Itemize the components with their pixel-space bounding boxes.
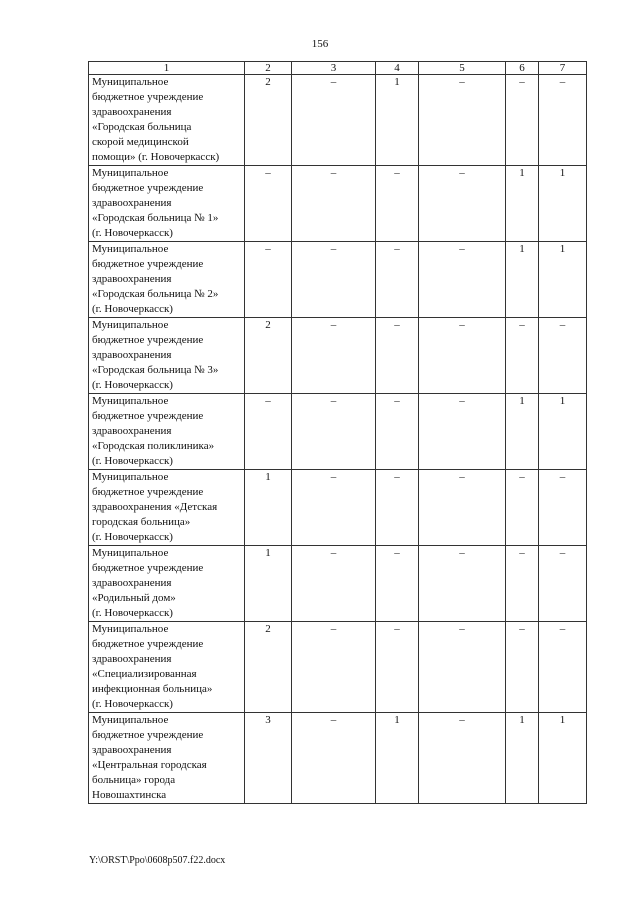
value-cell: – [376,166,419,242]
value-cell: – [419,622,506,713]
value-cell: – [376,470,419,546]
column-header: 4 [376,62,419,75]
table-row [89,546,587,622]
column-header: 6 [506,62,539,75]
value-cell: 1 [506,713,539,804]
value-cell: 1 [539,166,587,242]
table-row [89,713,587,804]
value-cell: – [419,166,506,242]
institution-name: Муниципальное бюджетное учреждение здравоохранения «Городская поликлиника» (г. Новочеркасск) [92,395,215,467]
value-cell: 1 [539,713,587,804]
value-cell: – [292,318,376,394]
table-row [89,242,587,318]
institution-name: Муниципальное бюджетное учреждение здравоохранения «Центральная городская больница» города Новошахтинска [92,714,207,801]
value-cell: – [376,546,419,622]
value-cell: 3 [245,713,292,804]
institution-name: Муниципальное бюджетное учреждение здравоохранения «Городская больница № 3» (г. Новочеркасск) [92,319,219,391]
data-table [88,61,587,804]
table-row [89,166,587,242]
column-header: 2 [245,62,292,75]
table-row [89,318,587,394]
institution-name-cell [89,75,245,166]
table-row [89,622,587,713]
institution-name-cell [89,546,245,622]
value-cell: – [419,394,506,470]
value-cell: – [506,318,539,394]
institution-name-cell [89,394,245,470]
value-cell: 1 [376,713,419,804]
value-cell: – [245,242,292,318]
value-cell: – [376,394,419,470]
column-header: 5 [419,62,506,75]
value-cell: – [419,713,506,804]
value-cell: – [376,318,419,394]
value-cell: – [292,622,376,713]
institution-name: Муниципальное бюджетное учреждение здравоохранения «Родильный дом» (г. Новочеркасск) [92,547,204,619]
value-cell: 2 [245,318,292,394]
table-row [89,75,587,166]
value-cell: 1 [539,242,587,318]
institution-name-cell [89,470,245,546]
institution-name: Муниципальное бюджетное учреждение здравоохранения «Детская городская больница» (г. Новочеркасск) [92,471,218,543]
table-row [89,470,587,546]
institution-name-cell [89,713,245,804]
value-cell: 1 [506,394,539,470]
column-header: 7 [539,62,587,75]
institution-name: Муниципальное бюджетное учреждение здравоохранения «Городская больница скорой медицинской помощи» (г. Новочеркасск) [92,76,220,163]
institution-name-cell [89,318,245,394]
value-cell: – [419,318,506,394]
value-cell: – [506,75,539,166]
value-cell: 1 [376,75,419,166]
value-cell: – [419,546,506,622]
value-cell: – [292,470,376,546]
value-cell: 1 [539,394,587,470]
value-cell: 1 [506,242,539,318]
table-header-row [89,62,587,75]
institution-name-cell [89,242,245,318]
page-number: 156 [311,38,329,50]
institution-name-cell [89,622,245,713]
value-cell: – [292,394,376,470]
column-header: 1 [89,62,245,75]
institution-name-cell [89,166,245,242]
value-cell: – [506,622,539,713]
institution-name: Муниципальное бюджетное учреждение здравоохранения «Городская больница № 1» (г. Новочеркасск) [92,167,219,239]
value-cell: – [376,622,419,713]
value-cell: – [292,713,376,804]
institution-name: Муниципальное бюджетное учреждение здравоохранения «Городская больница № 2» (г. Новочеркасск) [92,243,219,315]
value-cell: – [539,546,587,622]
footer-file-path: Y:\ORST\Ppo\0608p507.f22.docx [89,855,226,866]
value-cell: – [506,470,539,546]
value-cell: – [292,242,376,318]
value-cell: – [419,242,506,318]
value-cell: 1 [245,470,292,546]
value-cell: – [292,75,376,166]
value-cell: – [539,75,587,166]
value-cell: – [539,622,587,713]
value-cell: – [419,75,506,166]
value-cell: – [292,546,376,622]
value-cell: – [539,318,587,394]
value-cell: – [245,394,292,470]
value-cell: – [245,166,292,242]
value-cell: 2 [245,75,292,166]
value-cell: 1 [506,166,539,242]
table-row [89,394,587,470]
value-cell: – [292,166,376,242]
value-cell: – [506,546,539,622]
institution-name: Муниципальное бюджетное учреждение здравоохранения «Специализированная инфекционная больница» (г. Новочеркасск) [92,623,213,710]
value-cell: – [376,242,419,318]
value-cell: 2 [245,622,292,713]
value-cell: 1 [245,546,292,622]
column-header: 3 [292,62,376,75]
value-cell: – [539,470,587,546]
value-cell: – [419,470,506,546]
